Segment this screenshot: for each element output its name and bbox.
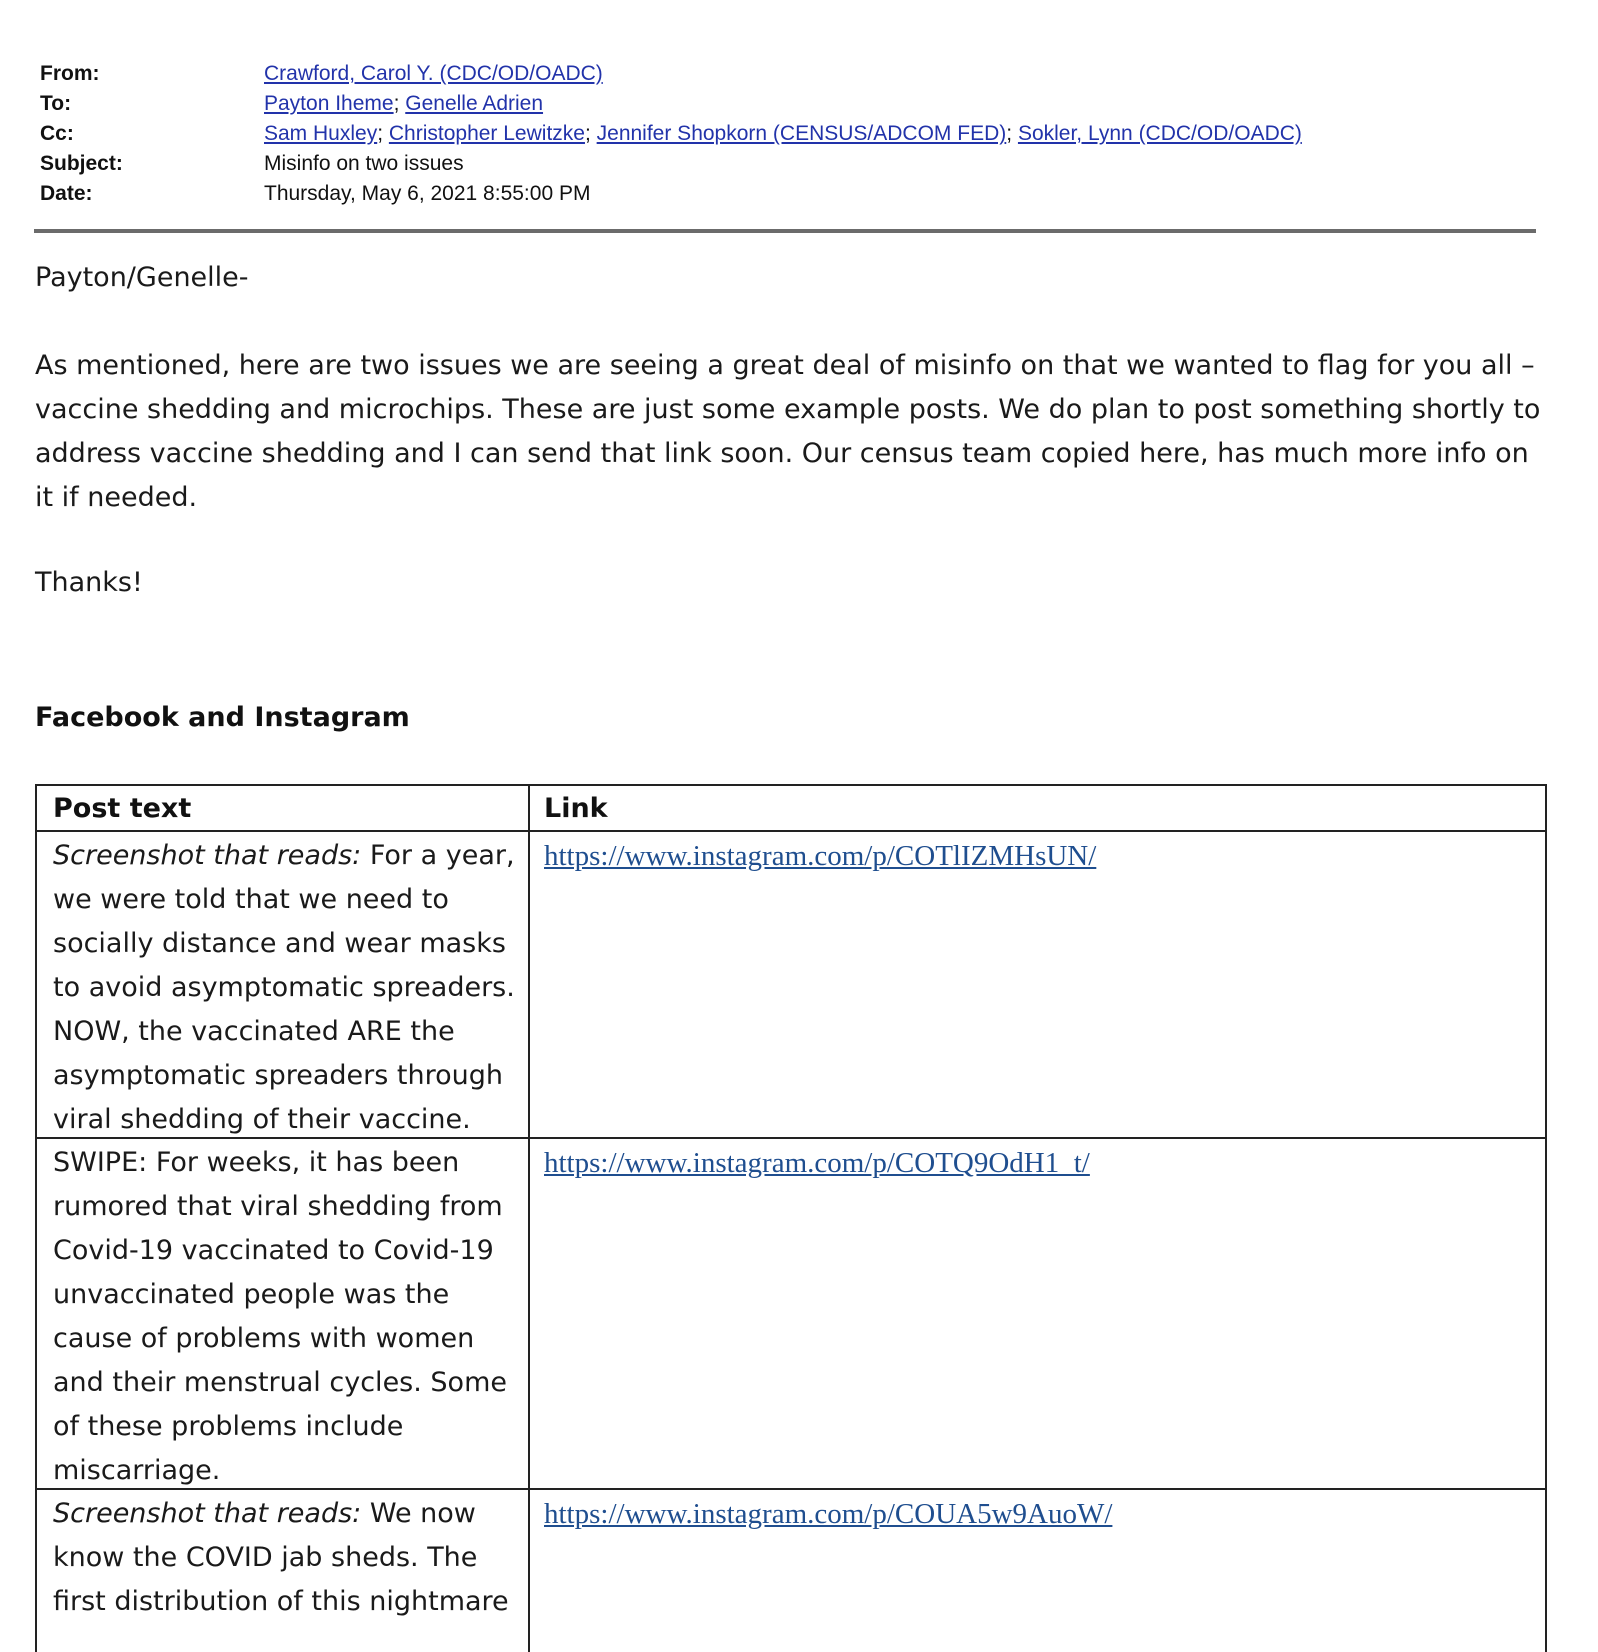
post-link[interactable]: https://www.instagram.com/p/COUA5w9AuoW/ xyxy=(544,1498,1113,1530)
recipient-separator: ; xyxy=(377,122,389,145)
from-label: From: xyxy=(40,62,100,85)
post-text-body: SWIPE: For weeks, it has been rumored that viral shedding from Covid-19 vaccinated to Covid-19 unvaccinated people was the cause of problems with women and their menstrual cycles. Some of these problems include miscarriage. xyxy=(53,1147,507,1486)
subject-label: Subject: xyxy=(40,152,123,175)
sender-link[interactable]: Crawford, Carol Y. (CDC/OD/OADC) xyxy=(264,62,603,85)
date-value: Thursday, May 6, 2021 8:55:00 PM xyxy=(264,182,591,205)
post-link[interactable]: https://www.instagram.com/p/COTlIZMHsUN/ xyxy=(544,840,1097,872)
cc-recipient-link[interactable]: Jennifer Shopkorn (CENSUS/ADCOM FED) xyxy=(596,122,1007,145)
recipient-separator: ; xyxy=(393,92,406,115)
recipient-link[interactable]: Payton Iheme xyxy=(264,92,394,115)
column-divider xyxy=(528,786,530,1652)
date-label: Date: xyxy=(40,182,93,205)
body-paragraph: As mentioned, here are two issues we are seeing a great deal of misinfo on that we wanted to flag for you all – vaccine shedding and microchips. These are just some example posts. We do plan to post something shortly to address vaccine shedding and I can send that link soon. Our census team copied here, has much more info on it if needed. xyxy=(35,350,1541,513)
cc-recipients xyxy=(264,118,1302,149)
from-value xyxy=(264,58,603,89)
to-label: To: xyxy=(40,92,72,115)
post-text-body: For a year, we were told that we need to socially distance and wear masks to avoid asymptomatic spreaders. NOW, the vaccinated ARE the asymptomatic spreaders through viral shedding of their vaccine. xyxy=(53,840,515,1135)
recipient-separator: ; xyxy=(584,122,597,145)
cc-label: Cc: xyxy=(40,122,74,145)
cc-recipient-link[interactable]: Sokler, Lynn (CDC/OD/OADC) xyxy=(1017,122,1302,145)
cc-recipient-link[interactable]: Sam Huxley xyxy=(264,122,378,145)
post-text-prefix: Screenshot that reads: xyxy=(53,1498,362,1529)
post-text-body: We now know the COVID jab sheds. The first distribution of this nightmare xyxy=(53,1498,509,1617)
post-text-cell xyxy=(53,834,515,1142)
row-divider xyxy=(37,1488,1545,1490)
post-text-cell xyxy=(53,1492,515,1624)
recipient-separator: ; xyxy=(1006,122,1018,145)
subject-value: Misinfo on two issues xyxy=(264,152,464,175)
post-text-prefix: Screenshot that reads: xyxy=(53,840,362,871)
post-text-cell xyxy=(53,1141,515,1493)
header-divider xyxy=(34,229,1536,233)
post-link[interactable]: https://www.instagram.com/p/COTQ9OdH1_t/ xyxy=(544,1147,1090,1179)
section-heading: Facebook and Instagram xyxy=(35,702,410,733)
posts-table xyxy=(35,784,1547,1652)
row-divider xyxy=(37,1137,1545,1139)
sign-off: Thanks! xyxy=(35,567,143,598)
cc-recipient-link[interactable]: Christopher Lewitzke xyxy=(388,122,585,145)
to-recipients xyxy=(264,88,543,119)
greeting: Payton/Genelle- xyxy=(35,262,249,293)
column-header-link: Link xyxy=(544,793,608,824)
column-header-post-text: Post text xyxy=(53,793,192,824)
recipient-link[interactable]: Genelle Adrien xyxy=(405,92,544,115)
header-row-divider xyxy=(37,830,1545,832)
